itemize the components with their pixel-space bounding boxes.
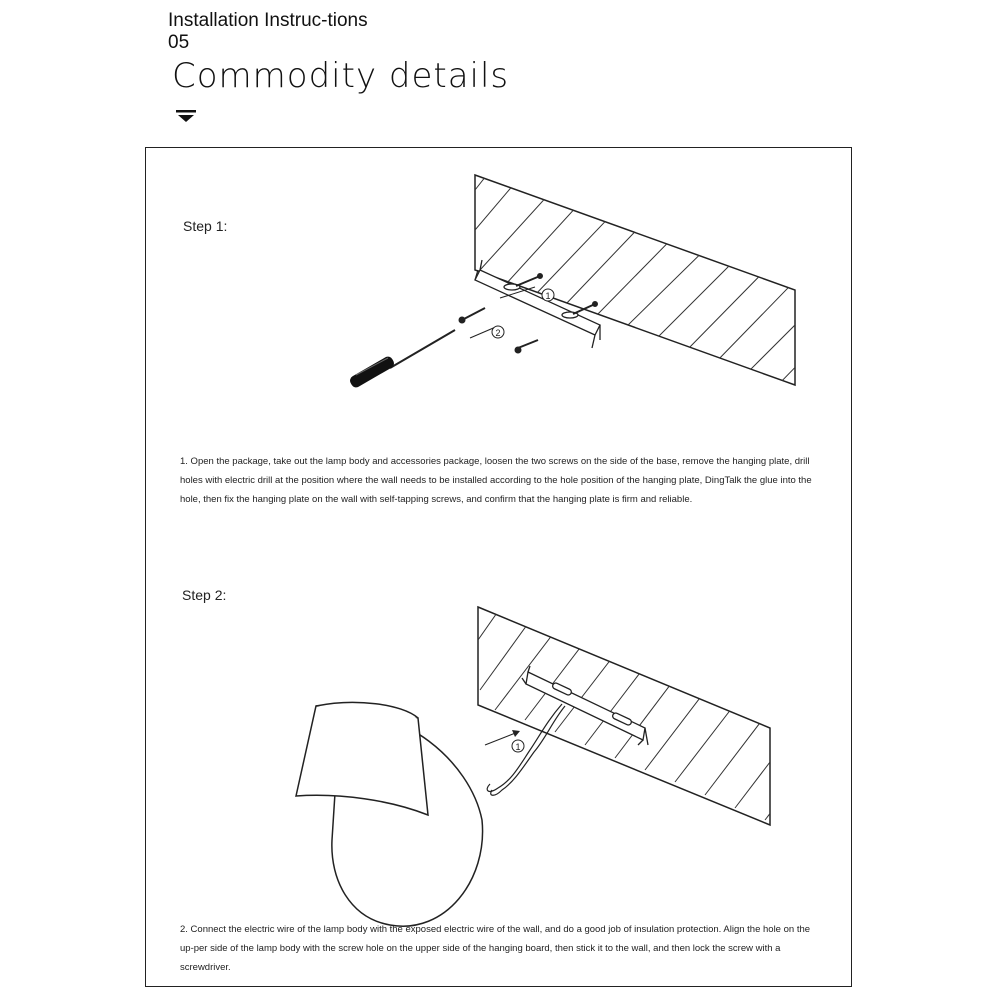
callout-1: 1 (515, 742, 521, 752)
wall-lamp-illustration (296, 702, 483, 926)
step-1-label: Step 1: (183, 218, 228, 234)
page-title: Installation Instruc-tions 05 (168, 10, 368, 53)
step-2-description: 2. Connect the electric wire of the lamp body with the exposed electric wire of the wall, and do a good job of insulation protection. Align the hole on the up-per side of the lamp body with the screw hole on the upper side of the hanging board, then stick it to the wall, and then lock the screw with a screwdriver. (180, 924, 811, 973)
callout-1: 1 (545, 291, 551, 301)
wire-icon (487, 704, 565, 795)
section-heading: Commodity details (172, 56, 510, 96)
step-2-label: Step 2: (182, 587, 227, 603)
callout-2: 2 (495, 328, 501, 338)
step-1-description: 1. Open the package, take out the lamp body and accessories package, loosen the two screws on the side of the base, remove the hanging plate, drill holes with electric drill at the position where the wall needs to be installed according to the hole position of the hanging plate, DingTalk the glue into the hole, then fix the hanging plate on the wall with self-tapping screws, and confirm that the hanging plate is firm and reliable. (180, 456, 812, 505)
